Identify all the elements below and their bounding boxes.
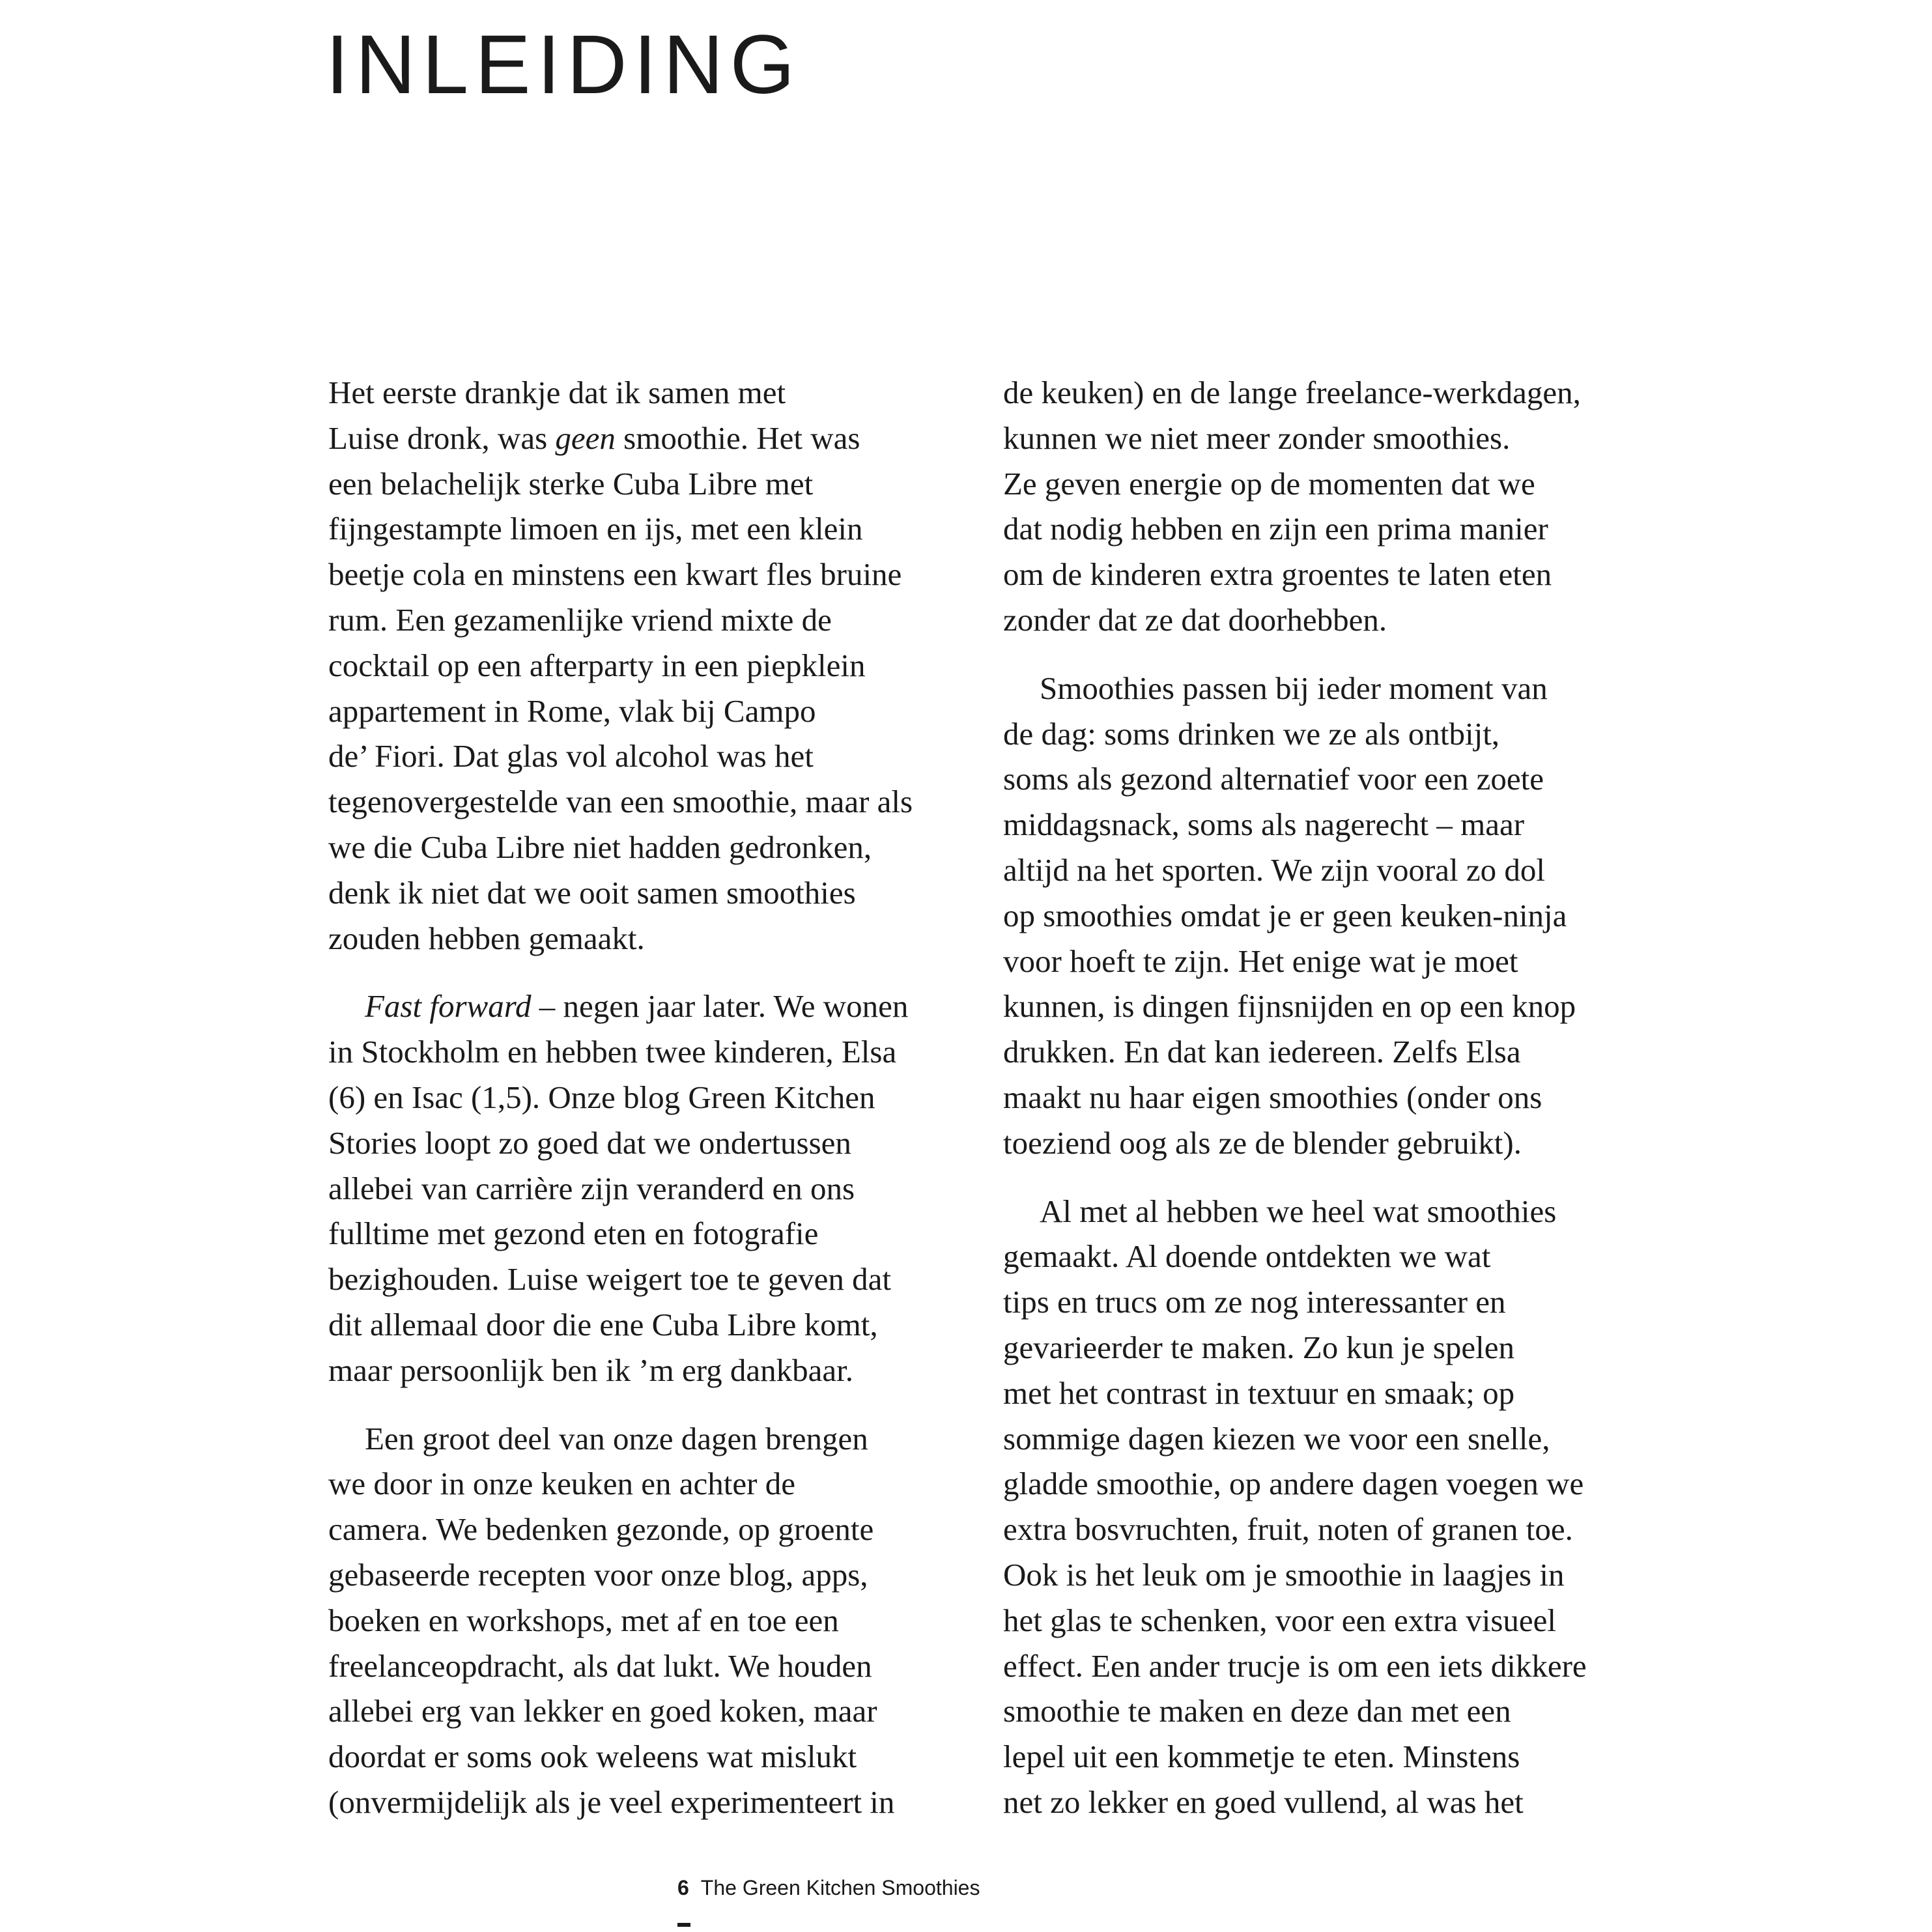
text-line (328, 916, 967, 961)
text-run: tegenovergestelde van een smoothie, maar als (328, 784, 913, 820)
text-run: op smoothies omdat je er geen keuken-ninja (1003, 897, 1567, 933)
book-title: The Green Kitchen Smoothies (700, 1876, 980, 1899)
text-run: middagsnack, soms als nagerecht – maar (1003, 806, 1525, 843)
text-line (1003, 1120, 1641, 1166)
text-run: om de kinderen extra groentes te laten eten (1003, 556, 1552, 593)
paragraph-gap (1003, 1166, 1641, 1189)
text-run: Stories loopt zo goed dat we ondertussen (328, 1124, 851, 1161)
italic-text: Fast forward (365, 988, 532, 1025)
text-run: Ze geven energie op de momenten dat we (1003, 465, 1535, 502)
text-run: (onvermijdelijk als je veel experimenteert in (328, 1783, 895, 1820)
text-line (328, 1734, 967, 1780)
text-line (328, 1029, 967, 1075)
text-line (1003, 1780, 1641, 1825)
text-line (1003, 711, 1641, 757)
text-line (328, 1211, 967, 1257)
text-line (1003, 1029, 1641, 1075)
text-line (328, 1461, 967, 1507)
text-line (1003, 939, 1641, 984)
text-run: tips en trucs om ze nog interessanter en (1003, 1284, 1506, 1320)
text-run: Luise dronk, was (328, 419, 556, 456)
text-run: zouden hebben gemaakt. (328, 920, 645, 956)
text-run: de’ Fiori. Dat glas vol alcohol was het (328, 738, 814, 774)
text-line (1003, 1734, 1641, 1780)
paragraph-gap (328, 961, 967, 984)
paragraph-gap (328, 1393, 967, 1416)
text-line (328, 1507, 967, 1552)
text-line (1003, 552, 1641, 597)
text-run: soms als gezond alternatief voor een zoete (1003, 761, 1544, 797)
text-line (328, 984, 967, 1029)
text-line (328, 1120, 967, 1166)
text-run: camera. We bedenken gezonde, op groente (328, 1511, 874, 1548)
text-line (1003, 1461, 1641, 1507)
right-text-column (1003, 370, 1641, 1825)
text-run: rum. Een gezamenlijke vriend mixte de (328, 601, 832, 638)
text-line (1003, 1552, 1641, 1598)
text-line (328, 689, 967, 734)
text-run: kunnen we niet meer zonder smoothies. (1003, 419, 1511, 456)
text-line (328, 1416, 967, 1462)
text-run: Al met al hebben we heel wat smoothies (1040, 1193, 1557, 1229)
text-run: appartement in Rome, vlak bij Campo (328, 692, 816, 729)
left-text-column (328, 370, 967, 1825)
text-line (1003, 1688, 1641, 1734)
text-line (1003, 1598, 1641, 1643)
text-run: boeken en workshops, met af en toe een (328, 1602, 839, 1638)
text-run: Een groot deel van onze dagen brengen (365, 1420, 868, 1456)
text-line (328, 370, 967, 416)
text-run: kunnen, is dingen fijnsnijden en op een knop (1003, 988, 1576, 1025)
text-line (1003, 1416, 1641, 1462)
text-line (1003, 1234, 1641, 1279)
text-run: beetje cola en minstens een kwart fles bruine (328, 556, 902, 593)
text-run: in Stockholm en hebben twee kinderen, Elsa (328, 1034, 897, 1070)
text-run: Ook is het leuk om je smoothie in laagjes in (1003, 1556, 1565, 1593)
page-title: INLEIDING (326, 18, 802, 111)
text-line (1003, 1075, 1641, 1120)
text-run: dit allemaal door die ene Cuba Libre komt, (328, 1306, 878, 1342)
italic-text: geen (555, 419, 616, 456)
text-line (328, 825, 967, 870)
text-line (1003, 1325, 1641, 1371)
text-line (328, 1552, 967, 1598)
text-run: sommige dagen kiezen we voor een snelle, (1003, 1420, 1550, 1456)
text-run: we door in onze keuken en achter de (328, 1466, 795, 1502)
text-run: altijd na het sporten. We zijn vooral zo dol (1003, 851, 1546, 888)
text-line (1003, 893, 1641, 939)
text-line (328, 1302, 967, 1348)
text-line (328, 1166, 967, 1212)
text-line (1003, 1507, 1641, 1552)
text-line (1003, 756, 1641, 802)
text-run: gebaseerde recepten voor onze blog, apps, (328, 1556, 868, 1593)
text-run: drukken. En dat kan iedereen. Zelfs Elsa (1003, 1034, 1521, 1070)
text-run: Smoothies passen bij ieder moment van (1040, 670, 1548, 706)
text-run: cocktail op een afterparty in een piepklein (328, 647, 866, 683)
text-line (1003, 984, 1641, 1029)
text-run: gevarieerder te maken. Zo kun je spelen (1003, 1329, 1515, 1365)
text-line (328, 1348, 967, 1393)
text-run: lepel uit een kommetje te eten. Minstens (1003, 1739, 1520, 1775)
text-line (328, 461, 967, 507)
text-line (328, 1598, 967, 1643)
text-line (328, 416, 967, 461)
text-line (1003, 847, 1641, 893)
text-line (328, 870, 967, 916)
text-run: maakt nu haar eigen smoothies (onder ons (1003, 1079, 1542, 1115)
text-line (1003, 1371, 1641, 1416)
text-run: smoothie. Het was (615, 419, 860, 456)
footer-rule (677, 1923, 690, 1927)
text-run: gemaakt. Al doende ontdekten we wat (1003, 1238, 1491, 1275)
text-line (328, 643, 967, 689)
text-line (328, 552, 967, 597)
text-run: Het eerste drankje dat ik samen met (328, 375, 786, 410)
text-line (1003, 1189, 1641, 1234)
text-line (1003, 461, 1641, 507)
text-run: bezighouden. Luise weigert toe te geven dat (328, 1261, 891, 1298)
text-run: toeziend oog als ze de blender gebruikt). (1003, 1124, 1522, 1161)
text-line (328, 1780, 967, 1825)
text-run: extra bosvruchten, fruit, noten of granen toe. (1003, 1511, 1573, 1548)
text-run: een belachelijk sterke Cuba Libre met (328, 465, 814, 502)
text-line (328, 779, 967, 825)
text-line (328, 506, 967, 552)
text-run: we die Cuba Libre niet hadden gedronken, (328, 829, 872, 865)
text-line (1003, 597, 1641, 643)
text-line (1003, 416, 1641, 461)
paragraph-gap (1003, 643, 1641, 666)
text-line (328, 1688, 967, 1734)
text-run: dat nodig hebben en zijn een prima manier (1003, 511, 1548, 547)
page-number: 6 (677, 1876, 689, 1899)
text-run: maar persoonlijk ben ik ’m erg dankbaar. (328, 1352, 853, 1388)
text-line (1003, 1279, 1641, 1325)
text-run: allebei van carrière zijn veranderd en ons (328, 1170, 855, 1206)
text-run: de keuken) en de lange freelance-werkdagen, (1003, 375, 1581, 410)
text-line (1003, 666, 1641, 711)
text-run: het glas te schenken, voor een extra visueel (1003, 1602, 1557, 1638)
text-line (328, 733, 967, 779)
text-run: fulltime met gezond eten en fotografie (328, 1215, 819, 1252)
text-run: de dag: soms drinken we ze als ontbijt, (1003, 715, 1500, 752)
text-run: (6) en Isac (1,5). Onze blog Green Kitchen (328, 1079, 875, 1115)
text-run: denk ik niet dat we ooit samen smoothies (328, 874, 856, 911)
text-line (328, 1643, 967, 1689)
text-run: doordat er soms ook weleens wat mislukt (328, 1739, 857, 1775)
text-line (328, 1075, 967, 1120)
text-line (328, 597, 967, 643)
text-run: effect. Een ander trucje is om een iets dikkere (1003, 1647, 1587, 1684)
text-run: freelanceopdracht, als dat lukt. We houden (328, 1647, 872, 1684)
text-run: – negen jaar later. We wonen (531, 988, 909, 1025)
text-line (1003, 506, 1641, 552)
text-run: net zo lekker en goed vullend, al was het (1003, 1783, 1524, 1820)
text-line (1003, 370, 1641, 416)
text-run: allebei erg van lekker en goed koken, maar (328, 1693, 877, 1729)
text-run: met het contrast in textuur en smaak; op (1003, 1374, 1515, 1411)
text-run: fijngestampte limoen en ijs, met een klein (328, 511, 863, 547)
text-run: zonder dat ze dat doorhebben. (1003, 601, 1387, 638)
text-line (1003, 1643, 1641, 1689)
text-line (1003, 802, 1641, 847)
text-run: smoothie te maken en deze dan met een (1003, 1693, 1511, 1729)
page-footer (677, 1876, 980, 1900)
text-run: gladde smoothie, op andere dagen voegen we (1003, 1466, 1584, 1502)
text-run: voor hoeft te zijn. Het enige wat je moet (1003, 943, 1518, 979)
text-line (328, 1257, 967, 1302)
